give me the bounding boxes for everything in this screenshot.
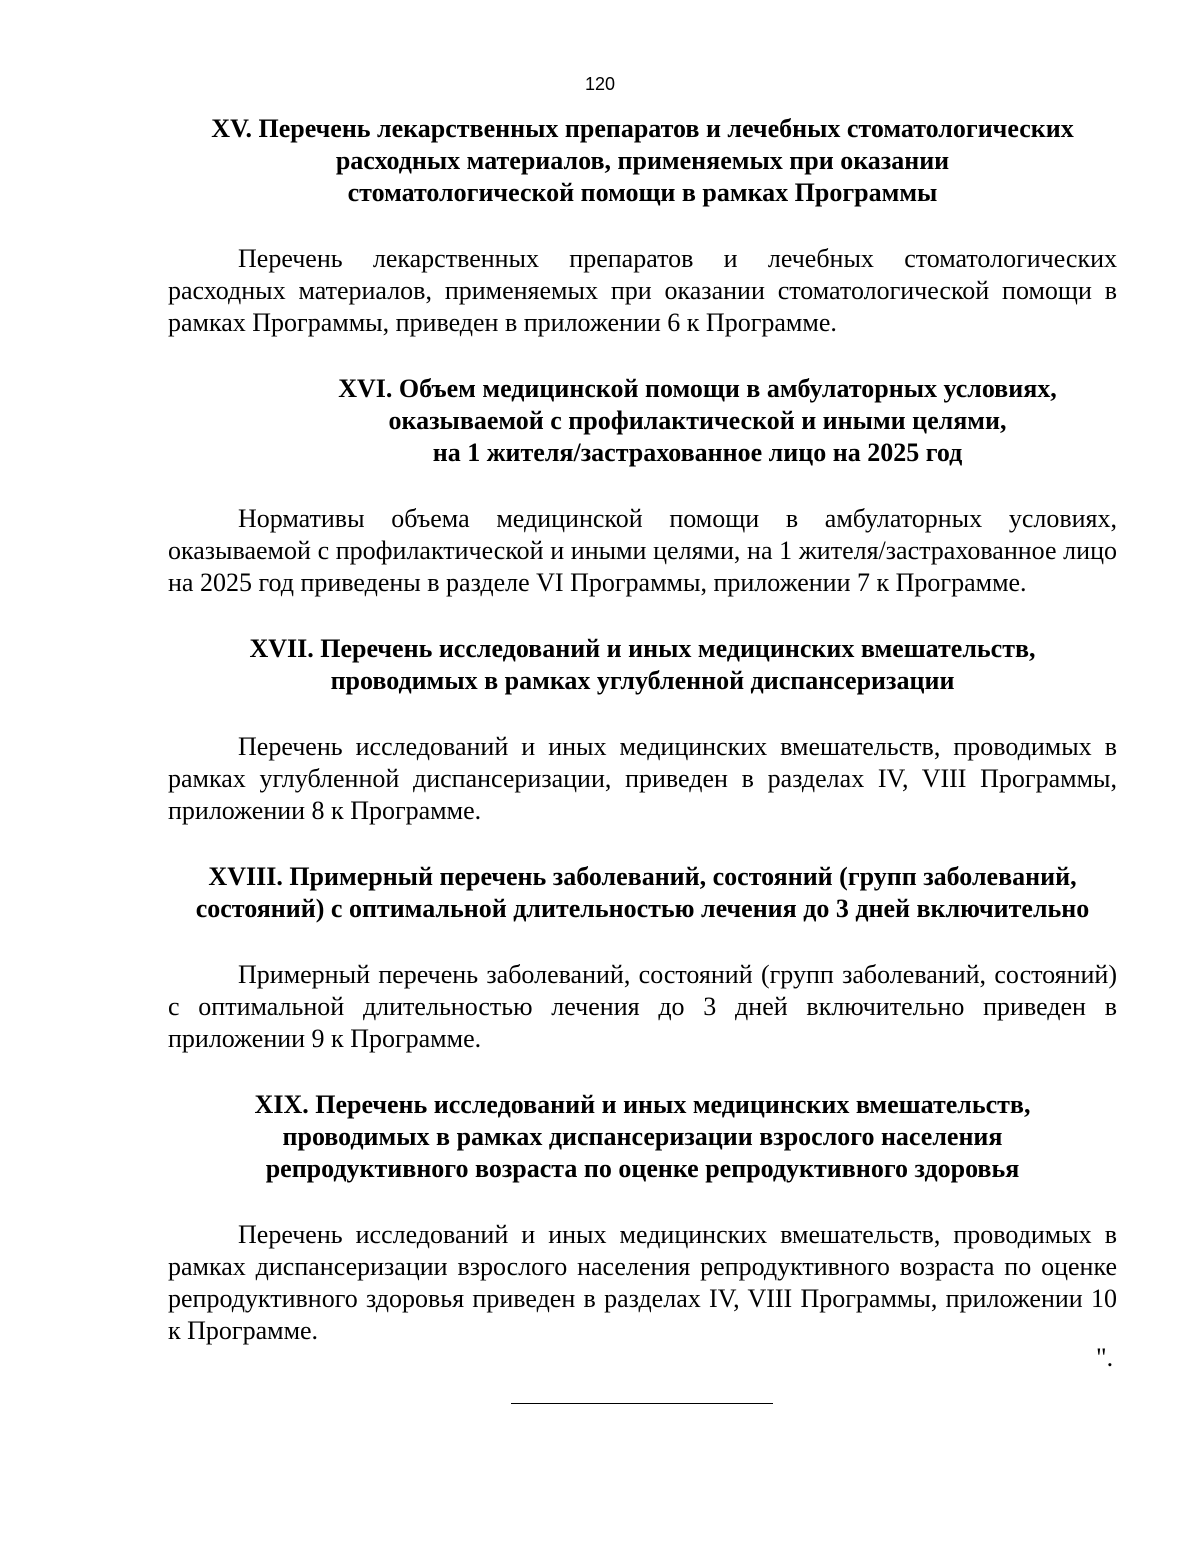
- section-15-title-line: XV. Перечень лекарственных препаратов и лечебных стоматологических: [211, 114, 1074, 143]
- section-19-title-line: репродуктивного возраста по оценке репродуктивного здоровья: [265, 1154, 1020, 1183]
- section-19-title: [168, 1089, 1117, 1185]
- section-19-title-line: XIX. Перечень исследований и иных медицинских вмешательств,: [254, 1090, 1031, 1119]
- section-18-text: Примерный перечень заболеваний, состояний (групп заболеваний, состояний) с оптимальной длительностью лечения до 3 дней включительно приведен в приложении 9 к Программе.: [168, 960, 1117, 1053]
- section-15-title: [168, 113, 1117, 209]
- section-15-title-line: расходных материалов, применяемых при оказании: [335, 146, 950, 175]
- closing-quote-mark: ".: [1096, 1343, 1114, 1372]
- section-17-title-line: проводимых в рамках углубленной диспансеризации: [330, 666, 955, 695]
- section-17-text: Перечень исследований и иных медицинских вмешательств, проводимых в рамках углубленной диспансеризации, приведен в разделах IV, VIII Программы, приложении 8 к Программе.: [168, 732, 1117, 825]
- end-of-document-rule: [511, 1403, 773, 1404]
- section-18-title-line: XVIII. Примерный перечень заболеваний, состояний (групп заболеваний,: [208, 862, 1077, 891]
- page-number: 120: [584, 74, 616, 94]
- section-19-text: Перечень исследований и иных медицинских вмешательств, проводимых в рамках диспансеризации взрослого населения репродуктивного возраста по оценке репродуктивного здоровья приведен в разделах IV, VIII Программы, приложении 10 к Программе.: [168, 1220, 1117, 1345]
- section-18-title-line: состояний) с оптимальной длительностью лечения до 3 дней включительно: [195, 894, 1090, 923]
- document-body: [168, 113, 1117, 1347]
- section-16-title-line: на 1 жителя/застрахованное лицо на 2025 год: [432, 438, 963, 467]
- section-17-title: [168, 633, 1117, 697]
- section-16-title: [168, 373, 1117, 469]
- section-16-title-line: оказываемой с профилактической и иными целями,: [388, 406, 1007, 435]
- section-16-text: Нормативы объема медицинской помощи в амбулаторных условиях, оказываемой с профилактической и иными целями, на 1 жителя/застрахованное лицо на 2025 год приведены в разделе VI Программы, приложении 7 к Программе.: [168, 504, 1117, 597]
- section-19-title-line: проводимых в рамках диспансеризации взрослого населения: [282, 1122, 1003, 1151]
- section-15-title-line: стоматологической помощи в рамках Программы: [347, 178, 938, 207]
- section-17-title-line: XVII. Перечень исследований и иных медицинских вмешательств,: [249, 634, 1036, 663]
- section-15-text: Перечень лекарственных препаратов и лечебных стоматологических расходных материалов, применяемых при оказании стоматологической помощи в рамках Программы, приведен в приложении 6 к Программе.: [168, 244, 1117, 337]
- section-16-title-line: XVI. Объем медицинской помощи в амбулаторных условиях,: [338, 374, 1057, 403]
- section-18-title: [168, 861, 1117, 925]
